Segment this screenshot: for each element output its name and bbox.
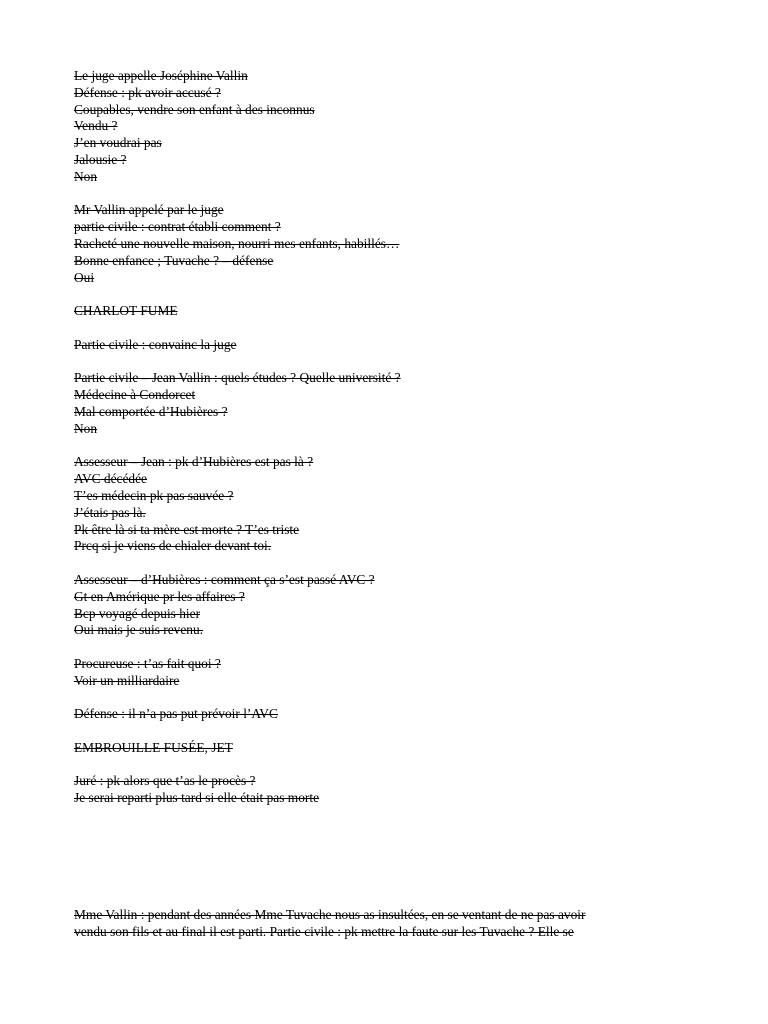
paragraph-gap (74, 286, 694, 303)
paragraph-gap (74, 555, 694, 572)
note-block (74, 773, 694, 807)
note-line: Partie civile – Jean Vallin : quels études ? Quelle université ? (74, 370, 401, 386)
note-block (74, 337, 694, 354)
paragraph-gap (74, 438, 694, 455)
note-line: Vendu ? (74, 118, 118, 134)
note-line: Juré : pk alors que t’as le procès ? (74, 773, 256, 789)
note-block (74, 303, 694, 320)
note-block (74, 454, 694, 555)
note-block (74, 202, 694, 286)
note-line: Médecine à Condorcet (74, 387, 196, 403)
note-line: AVC décédée (74, 471, 147, 487)
note-block (74, 572, 694, 639)
note-line: J’étais pas là. (74, 504, 146, 520)
paragraph-gap (74, 639, 694, 656)
note-line: Mal comportée d’Hubières ? (74, 403, 228, 419)
note-line: Coupables, vendre son enfant à des inconnus (74, 101, 315, 117)
note-heading: CHARLOT FUME (74, 303, 178, 319)
note-block (74, 656, 694, 690)
note-line: Non (74, 420, 98, 436)
note-line: J’en voudrai pas (74, 135, 162, 151)
note-line: Bonne enfance ; Tuvache ? – défense (74, 252, 274, 268)
paragraph-gap (74, 354, 694, 371)
bottom-paragraph (74, 907, 694, 941)
paragraph-gap (74, 186, 694, 203)
note-line: Mr Vallin appelé par le juge (74, 202, 224, 218)
note-line: Mme Vallin : pendant des années Mme Tuvache nous as insultées, en se ventant de ne pas avoir (74, 907, 586, 922)
note-line: Le juge appelle Joséphine Vallin (74, 68, 248, 83)
note-line: Défense : il n’a pas put prévoir l’AVC (74, 706, 278, 722)
note-line: Voir un milliardaire (74, 672, 180, 688)
note-line: Gt en Amérique pr les affaires ? (74, 588, 245, 604)
paragraph-gap (74, 723, 694, 740)
note-line: Défense : pk avoir accusé ? (74, 84, 221, 100)
note-line: Pk être là si ta mère est morte ? T’es triste (74, 521, 300, 537)
paragraph-gap (74, 689, 694, 706)
note-line: partie civile : contrat établi comment ? (74, 219, 281, 235)
note-block (74, 370, 694, 437)
note-block (74, 68, 694, 186)
note-line: vendu son fils et au final il est parti. Partie civile : pk mettre la faute sur les Tuvache ? Elle se (74, 923, 574, 939)
paragraph-gap (74, 757, 694, 774)
note-block (74, 740, 694, 757)
note-line: Procureuse : t’as fait quoi ? (74, 655, 221, 671)
note-block (74, 706, 694, 723)
note-line: Oui mais je suis revenu. (74, 622, 204, 638)
note-line: Je serai reparti plus tard si elle était pas morte (74, 790, 320, 806)
note-line: Racheté une nouvelle maison, nourri mes enfants, habillés… (74, 235, 400, 251)
note-line: Assesseur – Jean : pk d’Hubières est pas là ? (74, 454, 314, 470)
note-line: Jalousie ? (74, 151, 127, 167)
note-line: T’es médecin pk pas sauvée ? (74, 487, 234, 503)
note-line: Assesseur – d’Hubières : comment ça s’est passé AVC ? (74, 571, 375, 587)
paragraph-gap (74, 320, 694, 337)
note-heading: EMBROUILLE FUSÉE, JET (74, 739, 233, 755)
note-line: Prcq si je viens de chialer devant toi. (74, 538, 272, 554)
note-line: Oui (74, 269, 95, 285)
note-line: Partie civile : convainc la juge (74, 336, 237, 352)
note-line: Bcp voyagé depuis hier (74, 605, 201, 621)
note-line: Non (74, 168, 98, 184)
notes-body (74, 68, 694, 807)
